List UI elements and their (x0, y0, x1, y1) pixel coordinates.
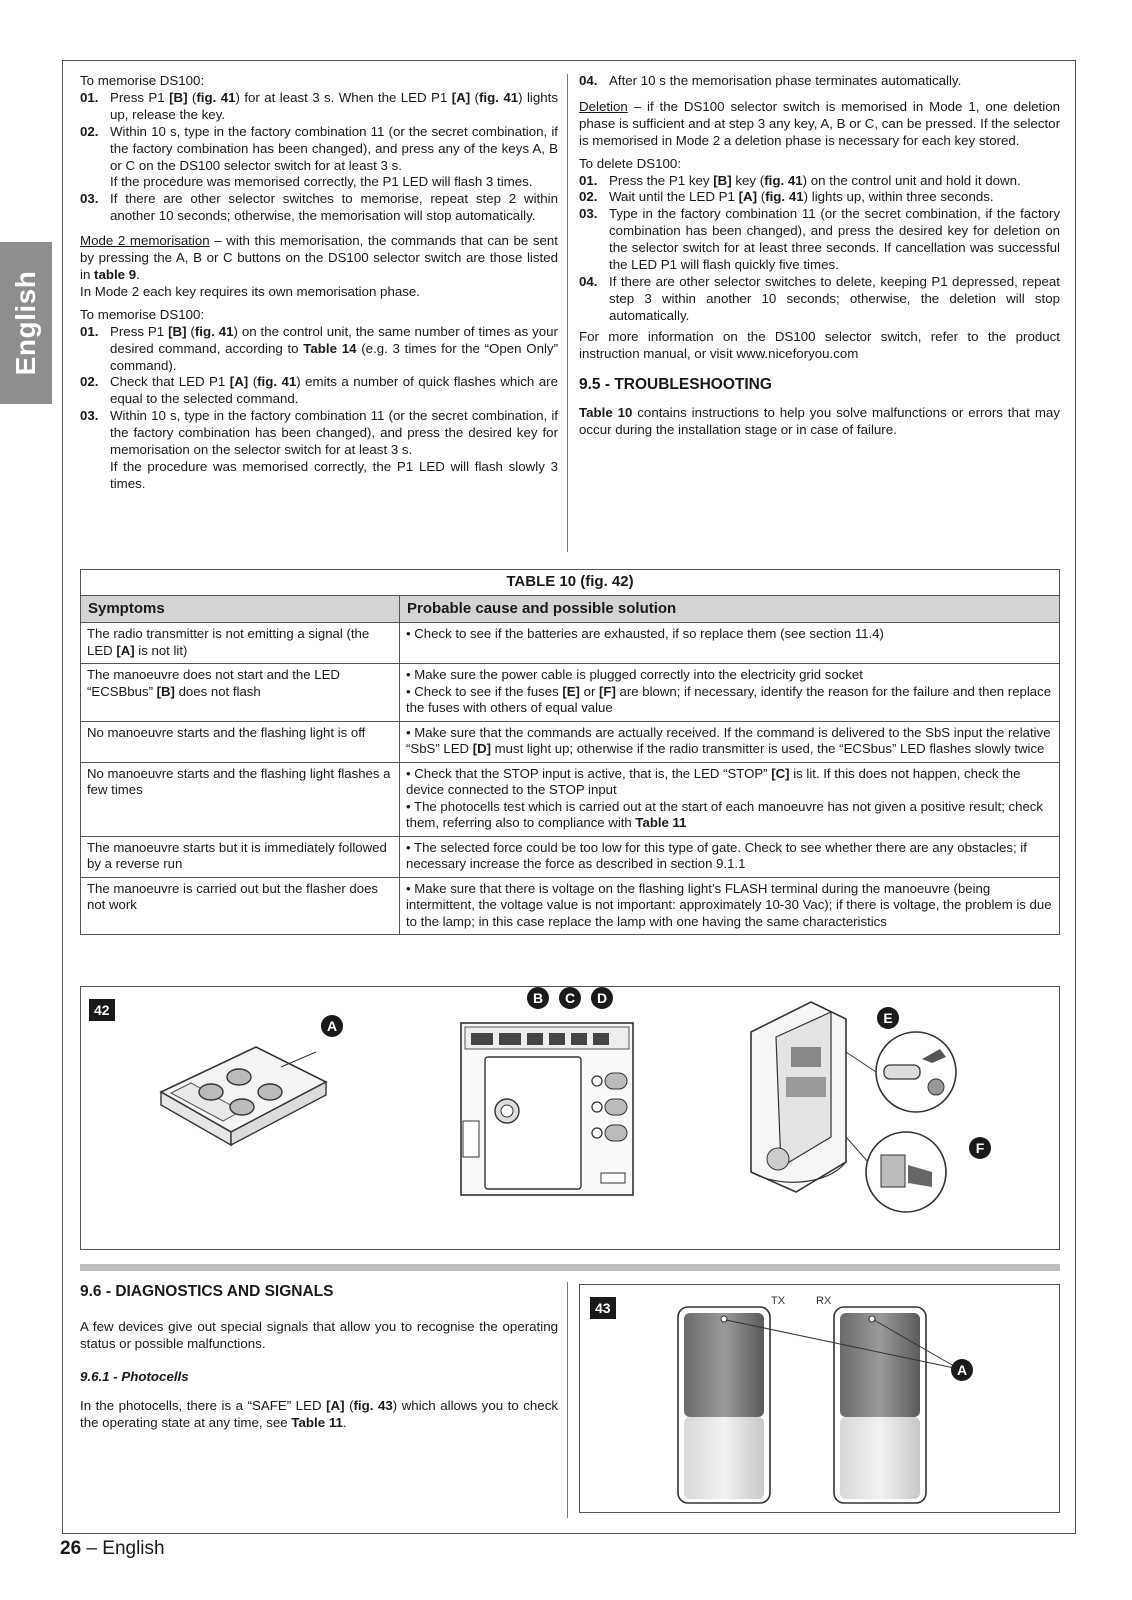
troubleshooting-text (579, 405, 1060, 439)
step-number: 04. (579, 273, 598, 289)
language-label: English (10, 270, 41, 376)
mode2-line2: In Mode 2 each key requires its own memorisation phase. (80, 283, 420, 299)
step-item (80, 90, 558, 124)
table-row (81, 664, 1060, 722)
step-number: 02. (80, 123, 99, 139)
section-separator-bar (80, 1264, 1060, 1271)
step-number: 03. (80, 408, 99, 424)
step-item (80, 124, 558, 192)
figure-number-43: 43 (590, 1297, 616, 1319)
intro-memorise: To memorise DS100: (80, 73, 205, 88)
table-row (81, 836, 1060, 877)
diagnostics-intro: A few devices give out special signals that allow you to recognise the operating status or possible malfunctions. (80, 1318, 558, 1351)
step-item (80, 191, 558, 225)
intro-memorise-2: To memorise DS100: (80, 306, 205, 322)
step-text: Within 10 s, type in the factory combination 11 (or the secret combination, if the factory combination has been changed), and press any of the keys A, B or C on the DS100 selector switch for at least 3 s. If the procedure was memorised correctly, the P1 LED will flash 3 times. (110, 123, 558, 190)
table-row (81, 762, 1060, 836)
solution-cell: • Check to see if the batteries are exhausted, if so replace them (see section 11.4) (400, 623, 1060, 664)
mode2-paragraph: Mode 2 memorisation – with this memorisation, the commands that can be sent by pressing the A, B or C buttons on the DS100 selector switch are those listed in table 9. In Mode 2 each key requires its own memorisation phase. (80, 233, 558, 299)
table-caption: TABLE 10 (fig. 42) (81, 570, 1060, 596)
step-item (579, 206, 1060, 274)
callout-e: E (877, 1007, 899, 1029)
callout-d: D (591, 987, 613, 1009)
step-text: Wait until the LED P1 [A] (fig. 41) lights up, within three seconds. (609, 189, 994, 205)
solution-cell: • Make sure the power cable is plugged correctly into the electricity grid socket • Check to see if the fuses [E] or [F] are blown; if necessary, identify the reason for the failure and then replace the fuses with others of equal value (400, 664, 1060, 722)
symptoms-header: Symptoms (81, 595, 400, 623)
table-row (81, 877, 1060, 935)
more-info: For more information on the DS100 selector switch, refer to the product instruction manual, or visit www.niceforyou.com (579, 328, 1060, 361)
callout-a: A (321, 1015, 343, 1037)
callout-a-photocell: A (951, 1359, 973, 1381)
page-footer (60, 1538, 165, 1560)
callout-f: F (969, 1137, 991, 1159)
remote-transmitter-drawing (151, 1027, 351, 1167)
table-row (81, 623, 1060, 664)
step-text: If there are other selector switches to delete, keeping P1 depressed, repeat step 3 within another 10 seconds; otherwise, the deletion will stop automatically. (609, 273, 1060, 323)
intro-delete: To delete DS100: (579, 155, 682, 171)
diagnostics-section (80, 1284, 558, 1437)
page-number: 26 (60, 1538, 82, 1559)
step-text: If there are other selector switches to memorise, repeat step 2 within another 10 seconds; otherwise, the memorisation will stop automatically. (110, 191, 558, 224)
step-text: Press the P1 key [B] key (fig. 41) on the control unit and hold it down. (609, 172, 1021, 188)
step-number: 01. (579, 172, 598, 188)
step-number: 01. (80, 89, 99, 105)
rx-label: RX (816, 1295, 832, 1307)
photocells-text: In the photocells, there is a “SAFE” LED [A] (fig. 43) which allows you to check the operating state at any time, see Table 11. (80, 1397, 558, 1430)
solution-cell: • The selected force could be too low for this type of gate. Check to see whether there are any obstacles; if necessary increase the force as described in section 9.1.1 (400, 836, 1060, 877)
troubleshooting-heading: 9.5 - TROUBLESHOOTING (579, 375, 772, 393)
step-item (80, 408, 558, 493)
photocells-heading: 9.6.1 - Photocells (80, 1368, 189, 1384)
troubleshooting-ref: Table 10 (579, 405, 633, 421)
mode2-title: Mode 2 memorisation (80, 233, 210, 249)
column-divider (567, 74, 568, 552)
step-number: 02. (579, 189, 598, 205)
solution-header: Probable cause and possible solution (400, 595, 1060, 623)
deletion-paragraph (579, 99, 1060, 150)
figure-43 (579, 1284, 1060, 1513)
control-unit-drawing (459, 1001, 639, 1201)
table-body (81, 623, 1060, 935)
symptom-cell: The manoeuvre does not start and the LED “ECSBbus” [B] does not flash (81, 664, 400, 722)
callout-b: B (527, 987, 549, 1009)
table-row (81, 721, 1060, 762)
figure-number-42: 42 (89, 999, 115, 1021)
tx-label: TX (771, 1295, 786, 1307)
step-number: 01. (80, 323, 99, 339)
step-item (80, 324, 558, 375)
step-text: Within 10 s, type in the factory combination 11 (or the secret combination, if the factory combination has been changed), and press the desired key for memorisation on the selector switch for at least 3 s. If the procedure was memorised correctly, the P1 LED will flash slowly 3 times. (110, 408, 558, 491)
solution-cell: • Make sure that there is voltage on the flashing light’s FLASH terminal during the manoeuvre (being intermittent, the voltage value is not important: approximately 10-30 Vac); if there is voltage, the problem is due to the lamp; in this case replace the lamp with one having the same characteristics (400, 877, 1060, 935)
step-item (579, 274, 1060, 325)
solution-cell: • Make sure that the commands are actually received. If the command is delivered to the SbS input the relative “SbS” LED [D] must light up; otherwise if the radio transmitter is used, the “ECSbus” LED flashes slowly twice (400, 721, 1060, 762)
symptom-cell: The manoeuvre is carried out but the flasher does not work (81, 877, 400, 935)
photocells-drawing (676, 1305, 986, 1505)
footer-language: – English (81, 1538, 165, 1559)
right-column (579, 73, 1060, 445)
step-text: Press P1 [B] (fig. 41) on the control unit, the same number of times as your desired command, according to Table 14 (e.g. 3 times for the “Open Only” command). (110, 323, 558, 373)
step-item (579, 173, 1060, 190)
step-item (80, 374, 558, 408)
column-divider-2 (567, 1282, 568, 1518)
table-10 (80, 569, 1060, 935)
left-column (80, 73, 558, 493)
step-number: 02. (80, 374, 99, 390)
troubleshooting-body: contains instructions to help you solve malfunctions or errors that may occur during the installation stage or in case of failure. (579, 405, 1060, 438)
steps-mode2 (80, 324, 558, 493)
deletion-text: – if the DS100 selector switch is memorised in Mode 1, one deletion phase is sufficient and at step 3 any key, A, B or C, can be pressed. If the selector is memorised in Mode 2 a deletion phase is necessary for each key stored. (579, 98, 1060, 148)
figure-42 (80, 986, 1060, 1250)
step-text: Press P1 [B] (fig. 41) for at least 3 s. When the LED P1 [A] (fig. 41) lights up, release the key. (110, 89, 558, 122)
step-item (579, 189, 1060, 206)
flashing-light-drawing (736, 997, 996, 1237)
mode2-text: – with this memorisation, the commands that can be sent by pressing the A, B or C buttons on the DS100 selector switch are those listed in (80, 233, 558, 282)
symptom-cell: The radio transmitter is not emitting a signal (the LED [A] is not lit) (81, 623, 400, 664)
step-text: Check that LED P1 [A] (fig. 41) emits a number of quick flashes which are equal to the selected command. (110, 374, 558, 407)
language-side-tab (0, 242, 52, 404)
symptom-cell: No manoeuvre starts and the flashing light is off (81, 721, 400, 762)
solution-cell: • Check that the STOP input is active, that is, the LED “STOP” [C] is lit. If this does not happen, check the device connected to the STOP input • The photocells test which is carried out at the start of each manoeuvre has not given a positive result; check them, referring also to compliance with Table 11 (400, 762, 1060, 836)
callout-c: C (559, 987, 581, 1009)
step-text: Type in the factory combination 11 (or the secret combination, if the factory combination has been changed), and press the desired key for deletion on the selector switch for at least three seconds. If cancellation was successful the LED P1 will flash quickly five times. (609, 206, 1060, 273)
deletion-title: Deletion (579, 98, 628, 114)
symptom-cell: No manoeuvre starts and the flashing light flashes a few times (81, 762, 400, 836)
mode2-ref: table 9 (94, 266, 137, 282)
step-number: 03. (80, 191, 99, 207)
step-04: 04. After 10 s the memorisation phase terminates automatically. (579, 73, 962, 88)
step-number: 03. (579, 206, 598, 222)
steps-mode1 (80, 90, 558, 225)
diagnostics-heading: 9.6 - DIAGNOSTICS AND SIGNALS (80, 1283, 334, 1300)
steps-delete (579, 173, 1060, 325)
symptom-cell: The manoeuvre starts but it is immediately followed by a reverse run (81, 836, 400, 877)
